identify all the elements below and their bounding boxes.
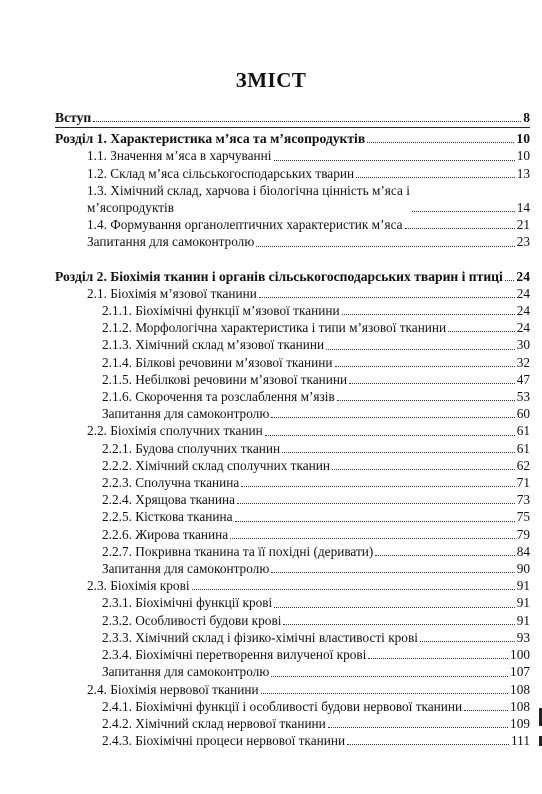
dot-leader [237,503,515,504]
toc-entry-page: 75 [516,509,530,525]
dot-leader [235,521,515,522]
toc-entry-page: 73 [516,492,530,508]
dot-leader [342,314,515,315]
toc-entry-label: 2.2. Біохімія сполучних тканин [87,423,263,439]
dot-leader [367,142,514,143]
toc-entry-page: 107 [510,664,530,680]
toc-entry-2-2-4[interactable] [55,491,530,508]
toc-entry-page: 61 [516,440,530,456]
dot-leader [261,693,508,694]
toc-entry-2-1-2[interactable] [55,319,530,336]
toc-entry-page: 90 [516,561,530,577]
toc-entry-label: 2.3.3. Хімічний склад і фізико-хімічні властивості крові [102,629,418,645]
toc-entry-label: 2.2.5. Кісткова тканина [102,509,233,525]
toc-entry-label: 2.3.1. Біохімічні функції крові [102,595,273,611]
toc-entry-label: 2.1.2. Морфологічна характеристика і типи м’язової тканини [102,320,447,336]
toc-entry-2-4-3[interactable] [55,732,530,749]
toc-entry-label: 2.4.1. Біохімічні функції і особливості будови нервової тканини [102,698,463,714]
toc-entry-page: 24 [516,303,530,319]
dot-leader [230,538,515,539]
dot-leader [241,486,514,487]
toc-entry-label: 2.1.4. Білкові речовини м’язової тканини [102,354,333,370]
toc-entry-label-line-2: м’ясопродуктів [87,200,175,216]
toc-entry-page: 24 [516,268,530,284]
toc-entry-2-1-5[interactable] [55,371,530,388]
toc-entry-page: 24 [516,285,530,301]
toc-entry-label: Запитання для самоконтролю [102,406,270,422]
toc-entry-page: 23 [516,234,530,250]
dot-leader [271,676,508,677]
toc-entry-1-4[interactable] [55,216,530,233]
dot-leader [271,572,514,573]
toc-entry-2-1[interactable] [55,285,530,302]
toc-entry-page: 93 [516,629,530,645]
toc-entry-2-4-1[interactable] [55,698,530,715]
toc-entry-label: 2.4. Біохімія нервової тканини [87,681,259,697]
toc-entry-2-2-7[interactable] [55,543,530,560]
toc-entry-page: 30 [516,337,530,353]
toc-entry-label: 2.2.2. Хімічний склад сполучних тканин [102,457,330,473]
toc-entry-label-line-1: 1.3. Хімічний склад, харчова і біологічна цінність м’яса і [87,182,410,198]
toc-entry-page: 91 [516,578,530,594]
dot-leader [412,211,515,212]
toc-entry-page: 108 [510,681,530,697]
toc-entry-page: 111 [511,733,530,749]
toc-entry-page: 109 [510,715,530,731]
toc-entry-label: 2.2.3. Сполучна тканина [102,475,240,491]
toc-entry-label: 2.4.2. Хімічний склад нервової тканини [102,715,326,731]
toc-entry-label: 2.3. Біохімія крові [87,578,190,594]
toc-entry-2-2-1[interactable] [55,440,530,457]
toc-entry-label: 2.2.1. Будова сполучних тканин [102,440,281,456]
toc-entry-label: Запитання для самоконтролю [102,664,270,680]
toc-entry-page: 60 [516,406,530,422]
toc-entry-2-2-6[interactable] [55,526,530,543]
toc-entry-label: 2.3.4. Біохімічні перетворення вилученої крові [102,647,367,663]
toc-entry-page: 84 [516,543,530,559]
toc-entry-label: 2.1. Біохімія м’язової тканини [87,285,257,301]
dot-leader [274,607,514,608]
dot-leader [271,417,514,418]
toc-entry-questions-2-2[interactable] [55,560,530,577]
toc-entry-2-2[interactable] [55,422,530,439]
dot-leader [332,469,515,470]
toc-entry-2-3-4[interactable] [55,646,530,663]
toc-entry-2-4[interactable] [55,681,530,698]
toc-entry-1-2[interactable] [55,165,530,182]
dot-leader [256,246,514,247]
toc-entry-page: 108 [510,698,530,714]
dot-leader [505,280,515,281]
toc-entry-label: Розділ 1. Характеристика м’яса та м’ясопродуктів [55,131,366,147]
page-title: ЗМІСТ [235,68,307,92]
toc-entry-2-3-2[interactable] [55,612,530,629]
dot-leader [192,589,515,590]
table-of-contents [55,109,530,749]
dot-leader [356,177,515,178]
toc-entry-questions-1[interactable] [55,233,530,250]
toc-entry-2-4-2[interactable] [55,715,530,732]
toc-entry-label: 1.4. Формування органолептичних характеристик м’яса [87,217,403,233]
dot-leader [328,727,508,728]
toc-entry-questions-2-1[interactable] [55,405,530,422]
toc-entry-chapter-2[interactable] [55,268,530,285]
toc-entry-label: 2.2.6. Жирова тканина [102,526,229,542]
toc-entry-page: 91 [516,595,530,611]
toc-entry-1-1[interactable] [55,147,530,164]
dot-leader [448,331,515,332]
toc-entry-page: 8 [523,110,530,125]
toc-entry-page: 32 [516,354,530,370]
toc-entry-2-1-1[interactable] [55,302,530,319]
toc-entry-page: 21 [516,217,530,233]
toc-entry-2-3[interactable] [55,577,530,594]
toc-entry-label: 2.1.1. Біохімічні функції м’язової тканини [102,303,340,319]
toc-entry-label: Запитання для самоконтролю [87,234,255,250]
toc-entry-label: 2.1.3. Хімічний склад м’язової тканини [102,337,325,353]
dot-leader [337,400,515,401]
toc-entry-page: 10 [516,148,530,164]
dot-leader [274,160,515,161]
toc-entry-page: 79 [516,526,530,542]
toc-entry-questions-2-3[interactable] [55,663,530,680]
toc-entry-page: 10 [516,131,530,147]
toc-entry-label: Запитання для самоконтролю [102,561,270,577]
toc-entry-chapter-1[interactable] [55,130,530,147]
toc-entry-2-1-6[interactable] [55,388,530,405]
toc-entry-page: 24 [516,320,530,336]
dot-leader [283,624,514,625]
toc-entry-label: 1.1. Значення м’яса в харчуванні [87,148,272,164]
toc-entry-2-2-2[interactable] [55,457,530,474]
toc-entry-2-3-3[interactable] [55,629,530,646]
dot-leader [375,555,514,556]
toc-entry-label: 2.2.7. Покривна тканина та її похідні (деривати) [102,543,374,559]
toc-entry-2-2-5[interactable] [55,508,530,525]
toc-entry-label: 2.3.2. Особливості будови крові [102,612,282,628]
dot-leader [265,435,515,436]
toc-entry-2-3-1[interactable] [55,594,530,611]
dot-leader [282,452,515,453]
toc-entry-page: 62 [516,457,530,473]
toc-entry-page: 53 [516,389,530,405]
toc-entry-label: 2.4.3. Біохімічні процеси нервової тканини [102,733,346,749]
toc-entry-2-2-3[interactable] [55,474,530,491]
dot-leader [368,658,508,659]
dot-leader [464,710,508,711]
toc-entry-page: 71 [516,475,530,491]
toc-entry-label: 2.1.5. Небілкові речовини м’язової тканини [102,371,348,387]
toc-entry-label: Вступ [55,110,92,125]
toc-entry-page: 14 [516,200,530,216]
toc-entry-page: 91 [516,612,530,628]
toc-entry-page: 47 [516,371,530,387]
toc-entry-page: 61 [516,423,530,439]
dot-leader [259,297,515,298]
toc-entry-2-1-3[interactable] [55,336,530,353]
dot-leader [326,349,515,350]
toc-entry-label: Розділ 2. Біохімія тканин і органів сільськогосподарських тварин і птиці [55,268,503,284]
dot-leader [405,228,515,229]
dot-leader [349,383,515,384]
toc-entry-label: 2.1.6. Скорочення та розслаблення м’язів [102,389,335,405]
toc-entry-label: 1.2. Склад м’яса сільськогосподарських тварин [87,165,355,181]
dot-leader [93,121,521,122]
toc-entry-page: 13 [516,165,530,181]
toc-entry-1-3[interactable] [55,182,530,216]
toc-entry-intro[interactable] [55,109,530,126]
dot-leader [347,744,509,745]
toc-entry-label [87,182,410,216]
toc-entry-page: 100 [510,647,530,663]
dot-leader [335,366,515,367]
toc-entry-label: 2.2.4. Хрящова тканина [102,492,236,508]
toc-entry-2-1-4[interactable] [55,354,530,371]
dot-leader [420,641,515,642]
